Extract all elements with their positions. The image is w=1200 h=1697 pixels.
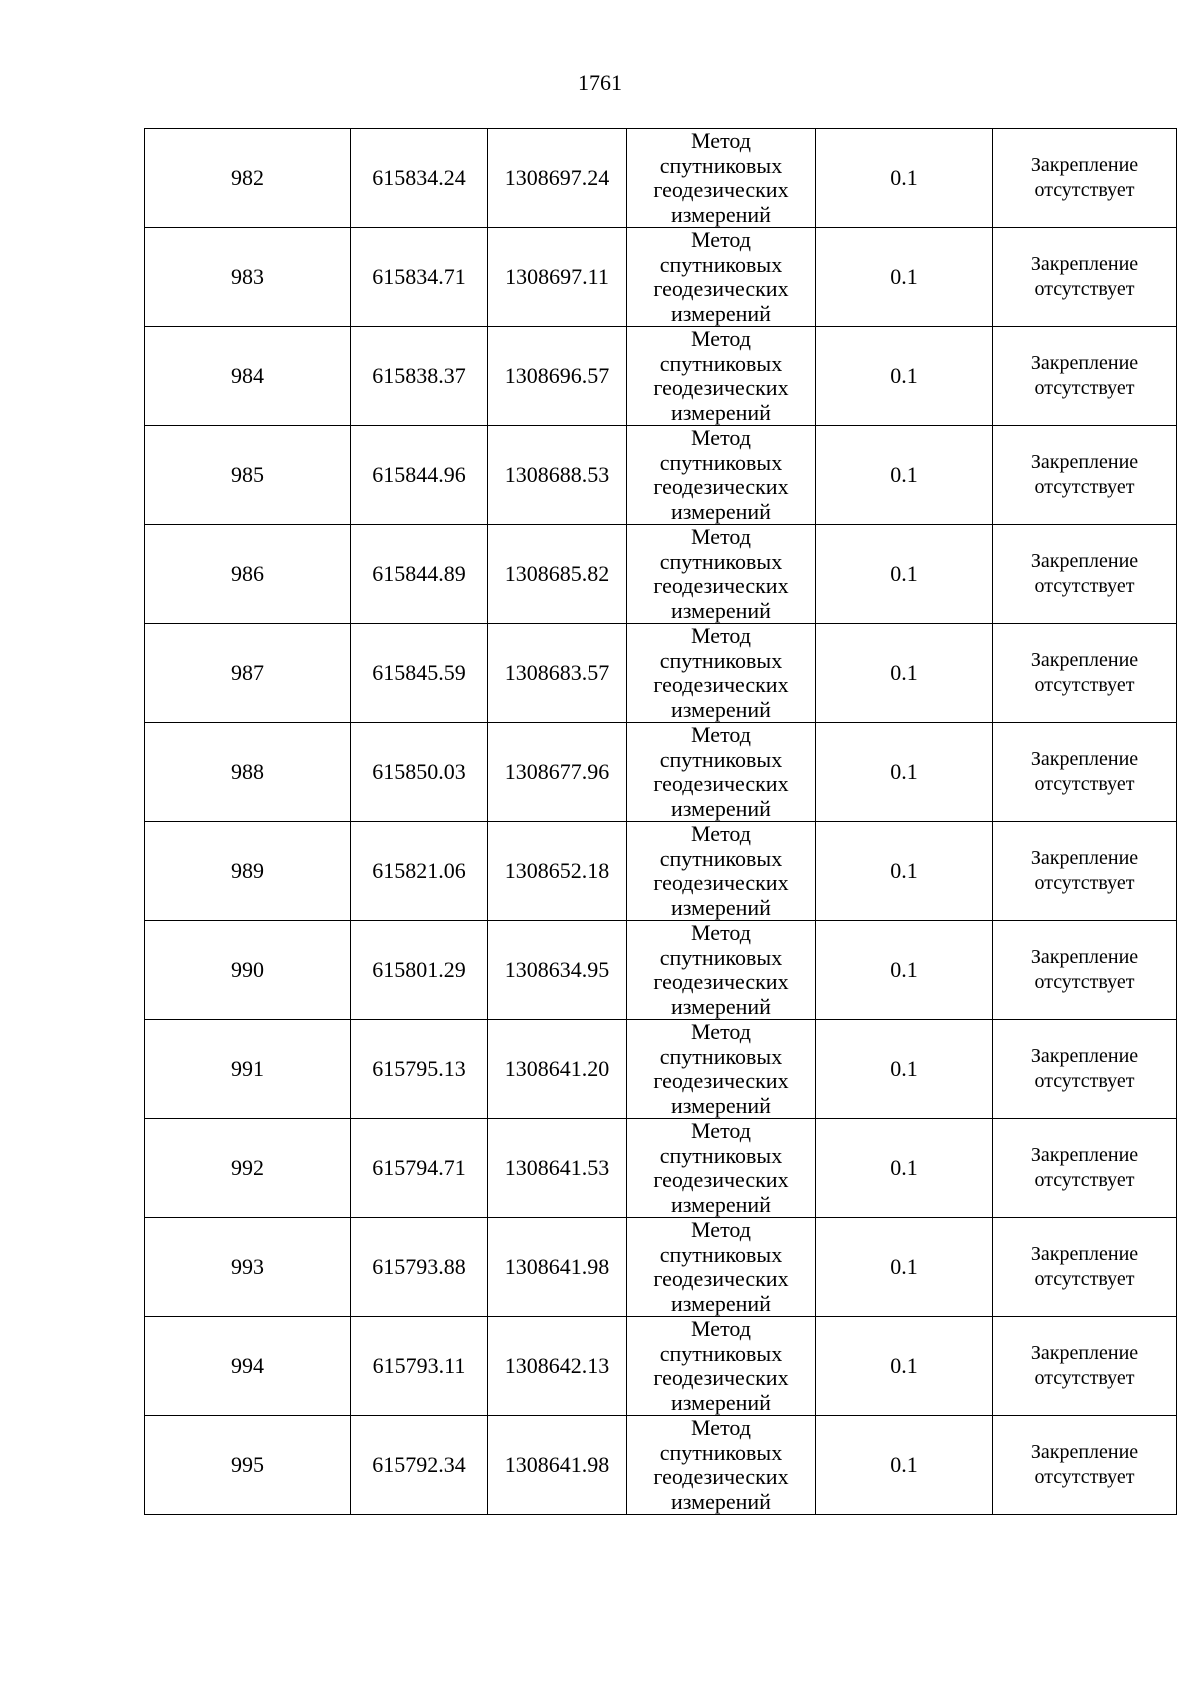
table-row xyxy=(145,1218,1177,1317)
y-coordinate-cell: 1308697.11 xyxy=(488,228,627,327)
fixing-cell: Закрепление отсутствует xyxy=(993,723,1177,822)
fixing-cell: Закрепление отсутствует xyxy=(993,822,1177,921)
table-row xyxy=(145,624,1177,723)
table-row xyxy=(145,228,1177,327)
fixing-cell: Закрепление отсутствует xyxy=(993,1416,1177,1515)
method-cell: Метод спутниковых геодезических измерений xyxy=(627,921,816,1020)
method-cell: Метод спутниковых геодезических измерений xyxy=(627,1317,816,1416)
point-number-cell: 984 xyxy=(145,327,351,426)
y-coordinate-cell: 1308634.95 xyxy=(488,921,627,1020)
method-cell: Метод спутниковых геодезических измерений xyxy=(627,129,816,228)
x-coordinate-cell: 615834.71 xyxy=(351,228,488,327)
accuracy-cell: 0.1 xyxy=(816,327,993,426)
point-number-cell: 991 xyxy=(145,1020,351,1119)
y-coordinate-cell: 1308641.20 xyxy=(488,1020,627,1119)
method-cell: Метод спутниковых геодезических измерений xyxy=(627,525,816,624)
accuracy-cell: 0.1 xyxy=(816,624,993,723)
point-number-cell: 990 xyxy=(145,921,351,1020)
y-coordinate-cell: 1308696.57 xyxy=(488,327,627,426)
x-coordinate-cell: 615794.71 xyxy=(351,1119,488,1218)
y-coordinate-cell: 1308641.98 xyxy=(488,1416,627,1515)
method-cell: Метод спутниковых геодезических измерений xyxy=(627,327,816,426)
y-coordinate-cell: 1308683.57 xyxy=(488,624,627,723)
method-cell: Метод спутниковых геодезических измерений xyxy=(627,1119,816,1218)
x-coordinate-cell: 615801.29 xyxy=(351,921,488,1020)
table-row xyxy=(145,723,1177,822)
x-coordinate-cell: 615838.37 xyxy=(351,327,488,426)
point-number-cell: 988 xyxy=(145,723,351,822)
x-coordinate-cell: 615792.34 xyxy=(351,1416,488,1515)
fixing-cell: Закрепление отсутствует xyxy=(993,921,1177,1020)
accuracy-cell: 0.1 xyxy=(816,1119,993,1218)
fixing-cell: Закрепление отсутствует xyxy=(993,525,1177,624)
point-number-cell: 983 xyxy=(145,228,351,327)
x-coordinate-cell: 615793.11 xyxy=(351,1317,488,1416)
accuracy-cell: 0.1 xyxy=(816,525,993,624)
y-coordinate-cell: 1308677.96 xyxy=(488,723,627,822)
accuracy-cell: 0.1 xyxy=(816,822,993,921)
accuracy-cell: 0.1 xyxy=(816,1020,993,1119)
method-cell: Метод спутниковых геодезических измерений xyxy=(627,723,816,822)
table-row xyxy=(145,1416,1177,1515)
table-row xyxy=(145,1020,1177,1119)
point-number-cell: 994 xyxy=(145,1317,351,1416)
y-coordinate-cell: 1308688.53 xyxy=(488,426,627,525)
fixing-cell: Закрепление отсутствует xyxy=(993,624,1177,723)
method-cell: Метод спутниковых геодезических измерений xyxy=(627,228,816,327)
x-coordinate-cell: 615793.88 xyxy=(351,1218,488,1317)
table-row xyxy=(145,327,1177,426)
point-number-cell: 982 xyxy=(145,129,351,228)
table-row xyxy=(145,525,1177,624)
point-number-cell: 985 xyxy=(145,426,351,525)
coordinates-table-body xyxy=(145,129,1177,1515)
y-coordinate-cell: 1308641.98 xyxy=(488,1218,627,1317)
method-cell: Метод спутниковых геодезических измерений xyxy=(627,822,816,921)
table-row xyxy=(145,1119,1177,1218)
fixing-cell: Закрепление отсутствует xyxy=(993,1317,1177,1416)
accuracy-cell: 0.1 xyxy=(816,1218,993,1317)
table-row xyxy=(145,822,1177,921)
accuracy-cell: 0.1 xyxy=(816,1317,993,1416)
method-cell: Метод спутниковых геодезических измерений xyxy=(627,1416,816,1515)
point-number-cell: 993 xyxy=(145,1218,351,1317)
y-coordinate-cell: 1308641.53 xyxy=(488,1119,627,1218)
table-row xyxy=(145,129,1177,228)
x-coordinate-cell: 615834.24 xyxy=(351,129,488,228)
method-cell: Метод спутниковых геодезических измерений xyxy=(627,426,816,525)
fixing-cell: Закрепление отсутствует xyxy=(993,1020,1177,1119)
page-number: 1761 xyxy=(578,70,622,95)
coordinates-table xyxy=(144,128,1177,1515)
fixing-cell: Закрепление отсутствует xyxy=(993,426,1177,525)
accuracy-cell: 0.1 xyxy=(816,723,993,822)
table-row xyxy=(145,921,1177,1020)
accuracy-cell: 0.1 xyxy=(816,1416,993,1515)
y-coordinate-cell: 1308652.18 xyxy=(488,822,627,921)
x-coordinate-cell: 615845.59 xyxy=(351,624,488,723)
y-coordinate-cell: 1308697.24 xyxy=(488,129,627,228)
x-coordinate-cell: 615795.13 xyxy=(351,1020,488,1119)
accuracy-cell: 0.1 xyxy=(816,426,993,525)
method-cell: Метод спутниковых геодезических измерений xyxy=(627,1218,816,1317)
table-row xyxy=(145,426,1177,525)
method-cell: Метод спутниковых геодезических измерений xyxy=(627,1020,816,1119)
x-coordinate-cell: 615844.89 xyxy=(351,525,488,624)
accuracy-cell: 0.1 xyxy=(816,921,993,1020)
x-coordinate-cell: 615850.03 xyxy=(351,723,488,822)
y-coordinate-cell: 1308642.13 xyxy=(488,1317,627,1416)
table-row xyxy=(145,1317,1177,1416)
y-coordinate-cell: 1308685.82 xyxy=(488,525,627,624)
x-coordinate-cell: 615821.06 xyxy=(351,822,488,921)
fixing-cell: Закрепление отсутствует xyxy=(993,327,1177,426)
fixing-cell: Закрепление отсутствует xyxy=(993,1218,1177,1317)
point-number-cell: 989 xyxy=(145,822,351,921)
point-number-cell: 995 xyxy=(145,1416,351,1515)
accuracy-cell: 0.1 xyxy=(816,129,993,228)
method-cell: Метод спутниковых геодезических измерений xyxy=(627,624,816,723)
accuracy-cell: 0.1 xyxy=(816,228,993,327)
fixing-cell: Закрепление отсутствует xyxy=(993,1119,1177,1218)
x-coordinate-cell: 615844.96 xyxy=(351,426,488,525)
point-number-cell: 987 xyxy=(145,624,351,723)
fixing-cell: Закрепление отсутствует xyxy=(993,228,1177,327)
point-number-cell: 992 xyxy=(145,1119,351,1218)
fixing-cell: Закрепление отсутствует xyxy=(993,129,1177,228)
point-number-cell: 986 xyxy=(145,525,351,624)
